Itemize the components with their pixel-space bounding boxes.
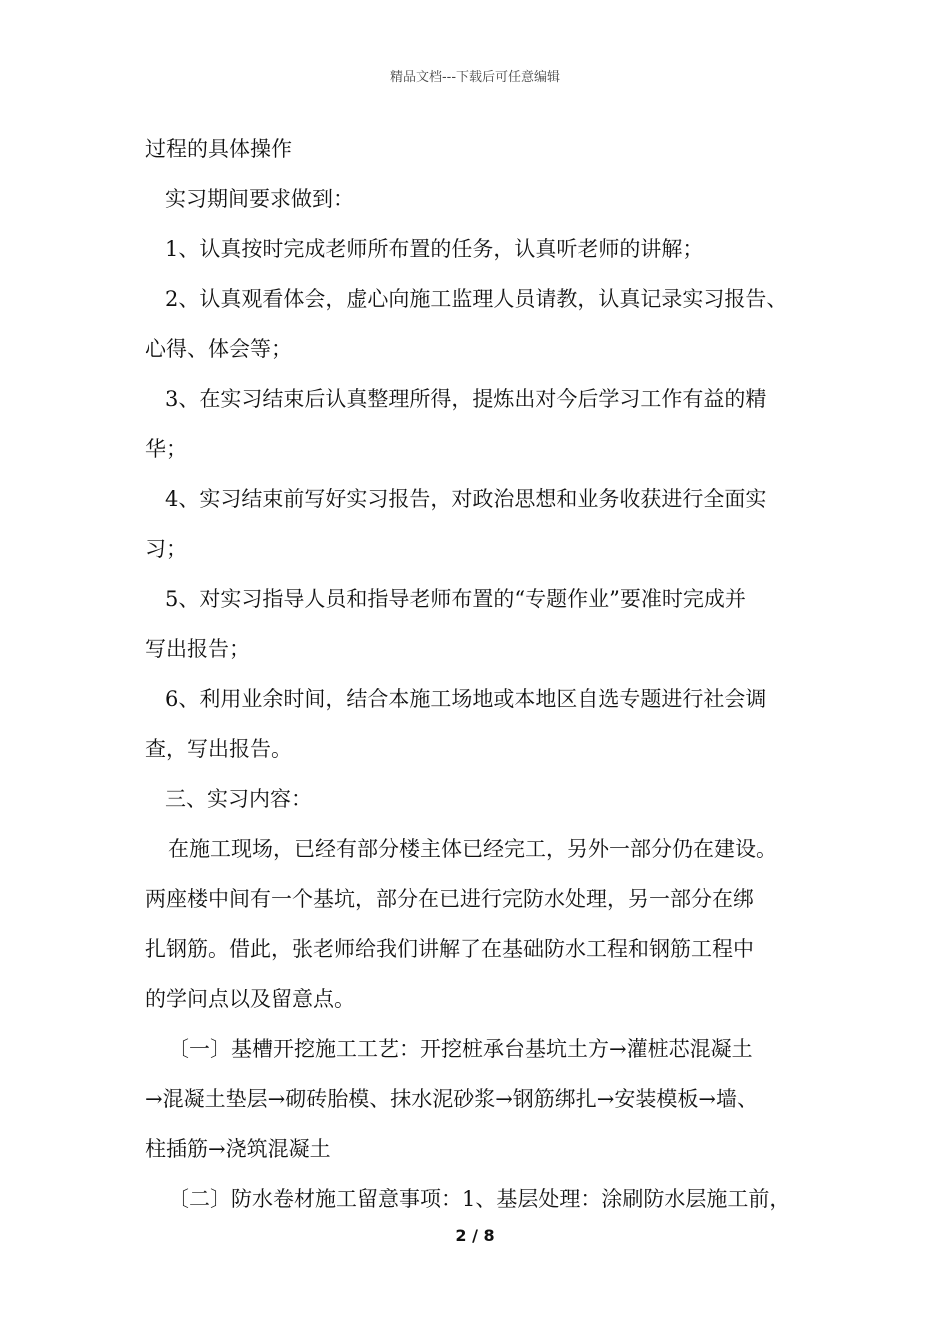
section-heading: 三、实习内容： — [165, 787, 312, 811]
paragraph-line: 华； — [145, 437, 187, 461]
paragraph-line: →混凝土垫层→砌砖胎模、抹水泥砂浆→钢筋绑扎→安装模板→墙、 — [145, 1087, 758, 1111]
paragraph-line: 过程的具体操作 — [145, 137, 292, 161]
paragraph-line: 3、在实习结束后认真整理所得，提炼出对今后学习工作有益的精 — [165, 387, 767, 411]
paragraph-line: 实习期间要求做到： — [165, 187, 354, 211]
paragraph-line: 扎钢筋。借此，张老师给我们讲解了在基础防水工程和钢筋工程中 — [145, 937, 754, 961]
paragraph-line: 柱插筋→浇筑混凝土 — [145, 1137, 331, 1161]
paragraph-line: 心得、体会等； — [145, 337, 292, 361]
paragraph-line: 4、实习结束前写好实习报告，对政治思想和业务收获进行全面实 — [165, 487, 767, 511]
paragraph-line: 两座楼中间有一个基坑，部分在已进行完防水处理，另一部分在绑 — [145, 887, 754, 911]
paragraph-line: 写出报告； — [145, 637, 250, 661]
paragraph-line: 的学问点以及留意点。 — [145, 987, 355, 1011]
paragraph-line: 〔二〕防水卷材施工留意事项：1、基层处理：涂刷防水层施工前， — [168, 1187, 791, 1211]
paragraph-line: 习； — [145, 537, 187, 561]
paragraph-line: 5、对实习指导人员和指导老师布置的“专题作业”要准时完成并 — [165, 587, 746, 611]
paragraph-line: 〔一〕基槽开挖施工工艺：开挖桩承台基坑土方→灌桩芯混凝土 — [168, 1037, 753, 1061]
paragraph-line: 2、认真观看体会，虚心向施工监理人员请教，认真记录实习报告、 — [165, 287, 788, 311]
paragraph-line: 查，写出报告。 — [145, 737, 292, 761]
page-header: 精品文档---下载后可任意编辑 — [389, 70, 561, 85]
paragraph-line: 1、认真按时完成老师所布置的任务，认真听老师的讲解； — [165, 237, 704, 261]
paragraph-line: 在施工现场，已经有部分楼主体已经完工，另外一部分仍在建设。 — [168, 837, 777, 861]
page-number: 2 / 8 — [455, 1226, 495, 1245]
paragraph-line: 6、利用业余时间，结合本施工场地或本地区自选专题进行社会调 — [165, 687, 767, 711]
